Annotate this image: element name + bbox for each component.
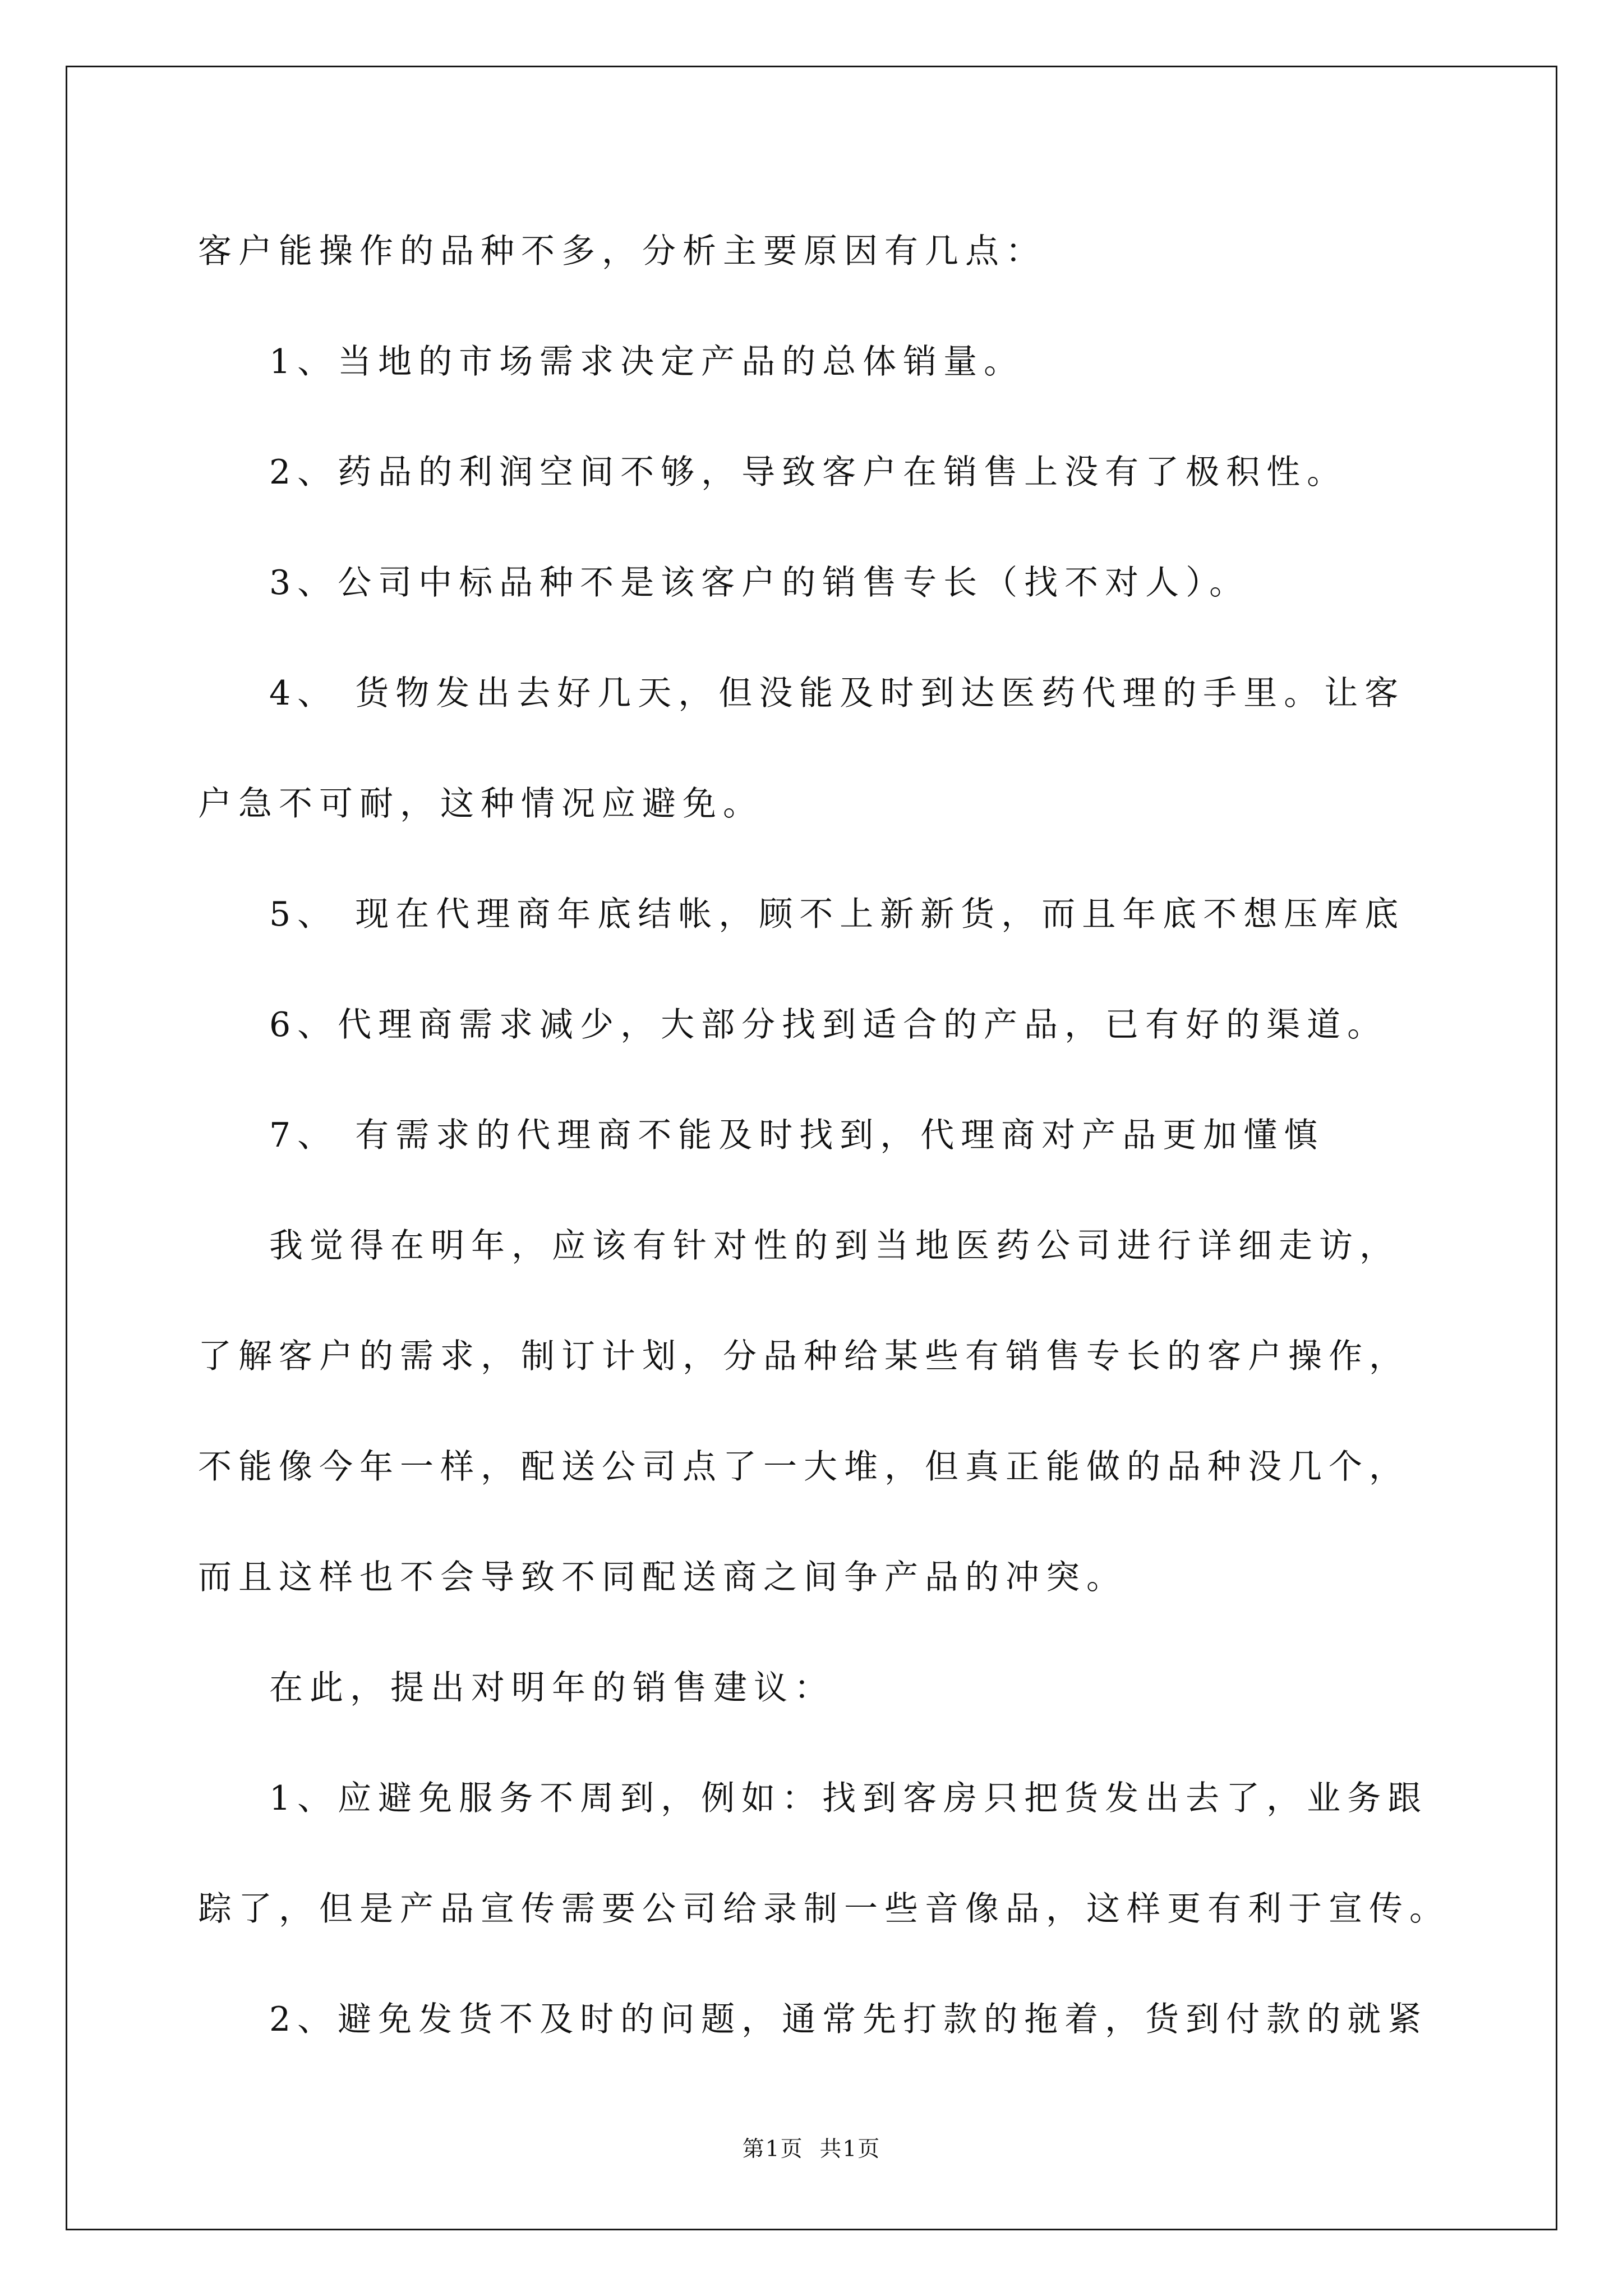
page-footer: 第1页 共1页 [742,2137,881,2162]
text-line: 2、药品的利润空间不够，导致客户在销售上没有了极积性。 [269,453,1348,492]
text-line: 1、应避免服务不周到，例如：找到客房只把货发出去了，业务跟 [269,1779,1428,1818]
text-line: 在此，提出对明年的销售建议： [269,1668,834,1708]
text-line: 3、公司中标品种不是该客户的销售专长（找不对人）。 [269,563,1250,602]
text-line: 客户能操作的品种不多，分析主要原因有几点： [198,232,1046,271]
text-line: 2、避免发货不及时的问题，通常先打款的拖着，货到付款的就紧 [269,2000,1428,2039]
text-line: 了解客户的需求，制订计划，分品种给某些有销售专长的客户操作， [198,1337,1409,1376]
text-line: 6、代理商需求减少，大部分找到适合的产品，已有好的渠道。 [269,1005,1388,1045]
text-line: 5、 现在代理商年底结帐，顾不上新新货，而且年底不想压库底 [269,895,1405,934]
text-line: 户急不可耐，这种情况应避免。 [198,784,763,823]
text-line: 而且这样也不会导致不同配送商之间争产品的冲突。 [198,1558,1127,1597]
text-line: 4、 货物发出去好几天，但没能及时到达医药代理的手里。让客 [269,674,1405,713]
text-line: 1、当地的市场需求决定产品的总体销量。 [269,342,1025,381]
text-line: 不能像今年一样，配送公司点了一大堆，但真正能做的品种没几个， [198,1447,1409,1487]
text-line: 踪了，但是产品宣传需要公司给录制一些音像品，这样更有利于宣传。 [198,1889,1450,1929]
text-line: 我觉得在明年，应该有针对性的到当地医药公司进行详细走访， [269,1226,1400,1266]
document-body [198,208,1450,2086]
text-line: 7、 有需求的代理商不能及时找到，代理商对产品更加懂慎 [269,1116,1325,1155]
